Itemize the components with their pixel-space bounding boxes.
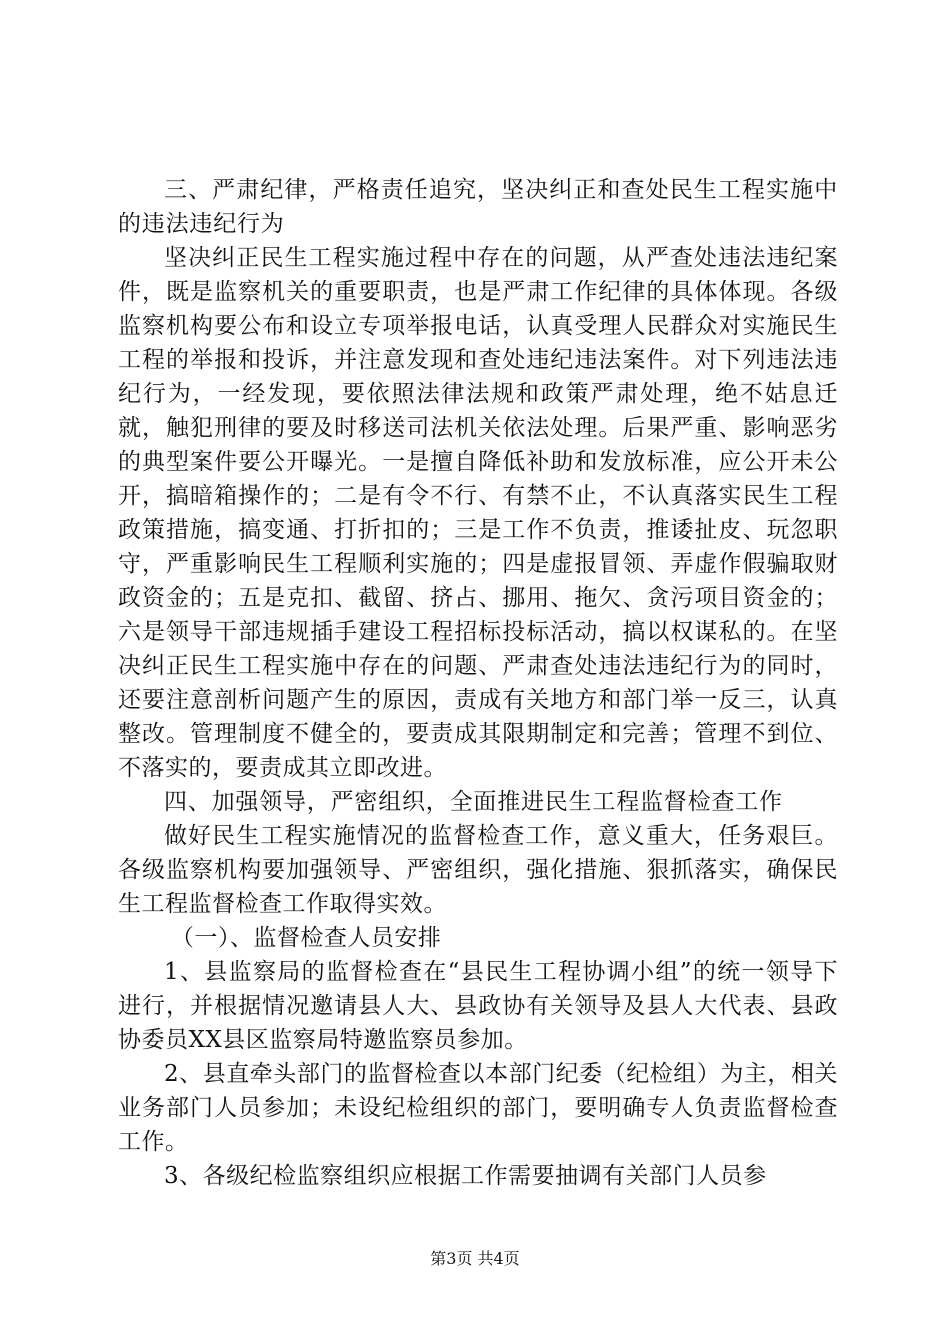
list-item-3: 3、各级纪检监察组织应根据工作需要抽调有关部门人员参 <box>164 1163 767 1189</box>
page-footer <box>0 1248 950 1270</box>
list-item-1: 1、县监察局的监督检查在“县民生工程协调小组”的统一领导下进行，并根据情况邀请县人大、县政协有关领导及县人大代表、县政协委员XX县区监察局特邀监察员参加。 <box>118 959 838 1053</box>
list-item-2: 2、县直牵头部门的监督检查以本部门纪委（纪检组）为主，相关业务部门人员参加；未设纪检组织的部门，要明确专人负责监督检查工作。 <box>118 1061 838 1155</box>
section4-heading: 四、加强领导，严密组织，全面推进民生工程监督检查工作 <box>164 789 783 815</box>
subsection1-heading: （一）、监督检查人员安排 <box>170 925 442 951</box>
section3-heading: 三、严肃纪律，严格责任追究，坚决纠正和查处民生工程实施中的违法违纪行为 <box>118 177 838 237</box>
page-number-label: 第3页 共4页 <box>430 1249 520 1268</box>
document-body <box>118 173 838 1193</box>
section3-paragraph: 坚决纠正民生工程实施过程中存在的问题，从严查处违法违纪案件，既是监察机关的重要职责，也是严肃工作纪律的具体体现。各级监察机构要公布和设立专项举报电话，认真受理人民群众对实施民生工程的举报和投诉，并注意发现和查处违纪违法案件。对下列违法违纪行为，一经发现，要依照法律法规和政策严肃处理，绝不姑息迁就，触犯刑律的要及时移送司法机关依法处理。后果严重、影响恶劣的典型案件要公开曝光。一是擅自降低补助和发放标准，应公开未公开，搞暗箱操作的；二是有令不行、有禁不止，不认真落实民生工程政策措施，搞变通、打折扣的；三是工作不负责，推诿扯皮、玩忽职守，严重影响民生工程顺利实施的；四是虚报冒领、弄虚作假骗取财政资金的；五是克扣、截留、挤占、挪用、拖欠、贪污项目资金的；六是领导干部违规插手建设工程招标投标活动，搞以权谋私的。在坚决纠正民生工程实施中存在的问题、严肃查处违法违纪行为的同时，还要注意剖析问题产生的原因，责成有关地方和部门举一反三，认真整改。管理制度不健全的，要责成其限期制定和完善；管理不到位、不落实的，要责成其立即改进。 <box>118 245 838 781</box>
section4-paragraph: 做好民生工程实施情况的监督检查工作，意义重大，任务艰巨。各级监察机构要加强领导、严密组织，强化措施、狠抓落实，确保民生工程监督检查工作取得实效。 <box>118 823 838 917</box>
